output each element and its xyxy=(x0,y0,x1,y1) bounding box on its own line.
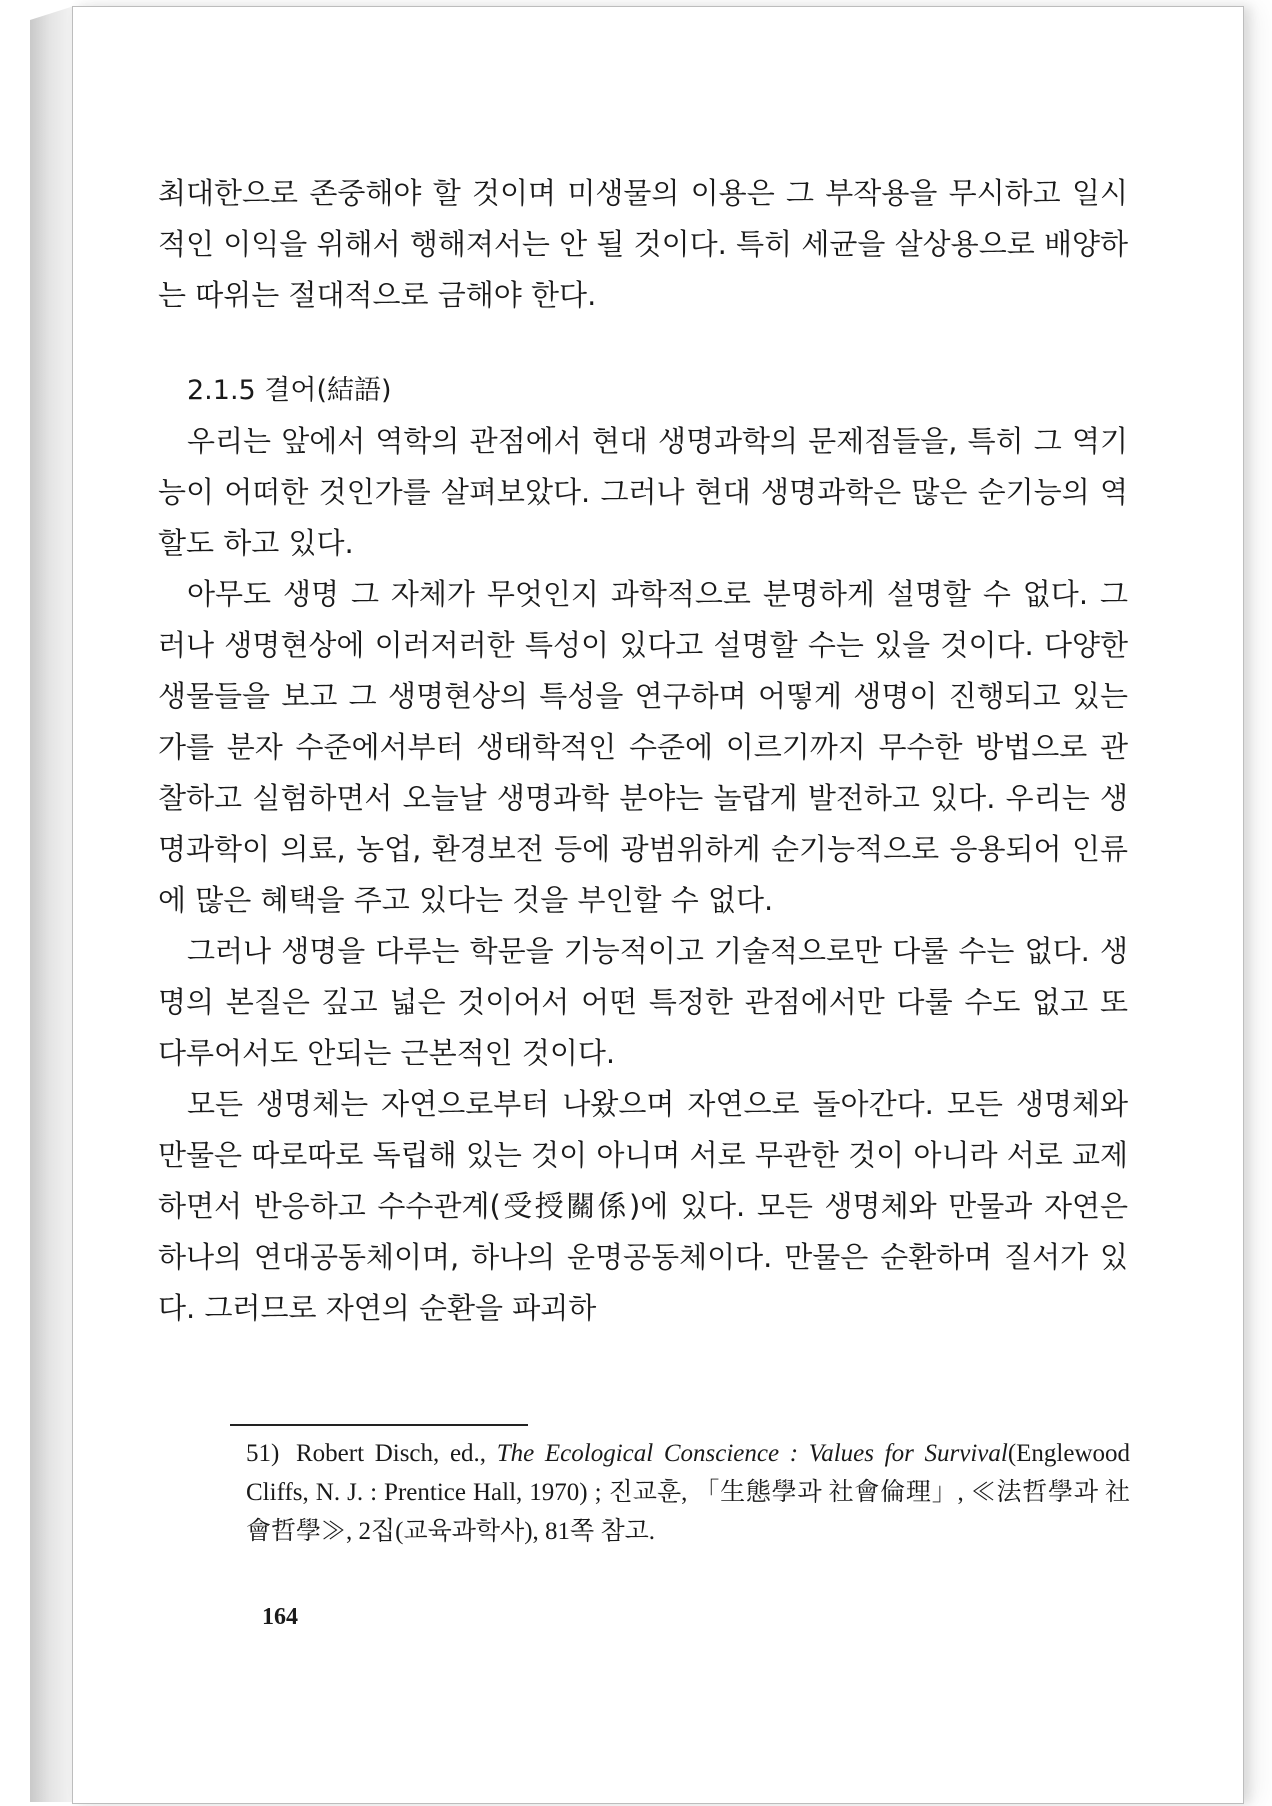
section-heading: 2.1.5 결어(結語) xyxy=(187,375,392,406)
footnote-number: 51) xyxy=(246,1440,280,1467)
footnote-51 xyxy=(246,1434,1130,1551)
footnote-korean-reference: 진교훈, 「生態學과 社會倫理」, ≪法哲學과 社會哲學≫, 2집(교육과학사), 81쪽 참고. xyxy=(246,1479,1131,1545)
paragraph-1: 최대한으로 존중해야 할 것이며 미생물의 이용은 그 부작용을 무시하고 일시적인 이익을 위해서 행해져서는 안 될 것이다. 특히 세균을 살상용으로 배양하는 따위는 절대적으로 금해야 한다. xyxy=(158,176,1128,312)
main-text xyxy=(158,168,1128,1334)
footnote-divider xyxy=(230,1424,528,1426)
paragraph-4: 그러나 생명을 다루는 학문을 기능적이고 기술적으로만 다룰 수는 없다. 생명의 본질은 깊고 넓은 것이어서 어떤 특정한 관점에서만 다룰 수도 없고 또 다루어서도 안되는 근본적인 것이다. xyxy=(158,934,1128,1070)
page-number: 164 xyxy=(262,1604,298,1630)
book-page-edge xyxy=(30,6,74,1802)
footnote-publisher: (Englewood Cliffs, N. J. : Prentice Hall, 1970) ; xyxy=(246,1440,1131,1506)
footnote-title: The Ecological Conscience : Values for Survival xyxy=(496,1440,1008,1467)
footnote-author: Robert Disch, ed., xyxy=(296,1440,487,1467)
paragraph-5: 모든 생명체는 자연으로부터 나왔으며 자연으로 돌아간다. 모든 생명체와 만물은 따로따로 독립해 있는 것이 아니며 서로 무관한 것이 아니라 서로 교제하면서 반응하고 수수관계(受授關係)에 있다. 모든 생명체와 만물과 자연은 하나의 연대공동체이며, 하나의 운명공동체이다. 만물은 순환하며 질서가 있다. 그러므로 자연의 순환을 파괴하 xyxy=(158,1087,1128,1325)
paragraph-3: 아무도 생명 그 자체가 무엇인지 과학적으로 분명하게 설명할 수 없다. 그러나 생명현상에 이러저러한 특성이 있다고 설명할 수는 있을 것이다. 다양한 생물들을 보고 그 생명현상의 특성을 연구하며 어떻게 생명이 진행되고 있는가를 분자 수준에서부터 생태학적인 수준에 이르기까지 무수한 방법으로 관찰하고 실험하면서 오늘날 생명과학 분야는 놀랍게 발전하고 있다. 우리는 생명과학이 의료, 농업, 환경보전 등에 광범위하게 순기능적으로 응용되어 인류에 많은 혜택을 주고 있다는 것을 부인할 수 없다. xyxy=(158,577,1128,917)
paragraph-2: 우리는 앞에서 역학의 관점에서 현대 생명과학의 문제점들을, 특히 그 역기능이 어떠한 것인가를 살펴보았다. 그러나 현대 생명과학은 많은 순기능의 역할도 하고 있다. xyxy=(158,424,1128,560)
